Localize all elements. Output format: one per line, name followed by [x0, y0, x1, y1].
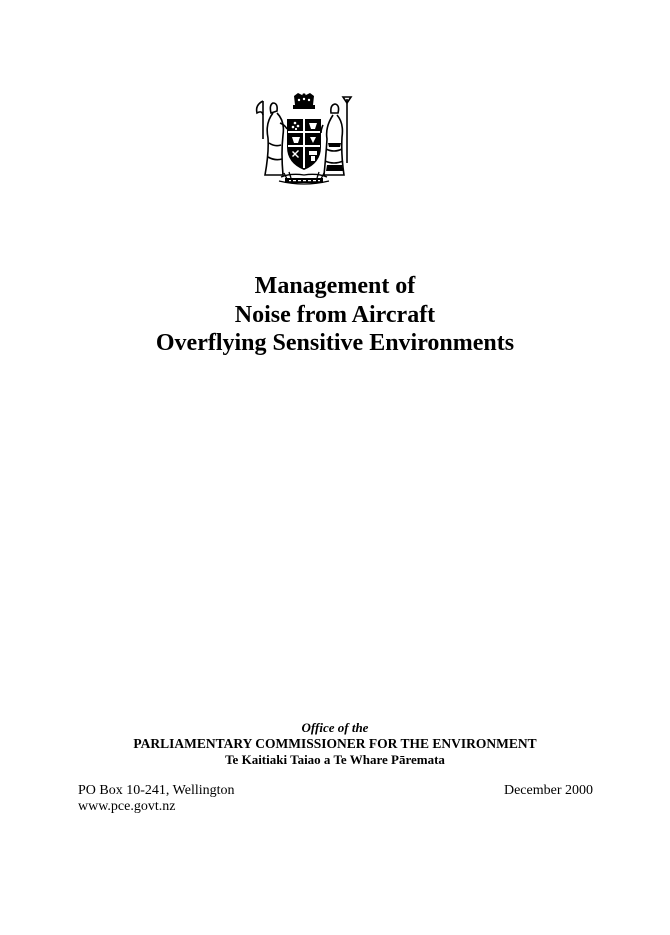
coat-of-arms-icon	[251, 93, 357, 188]
postal-address-block	[78, 783, 235, 815]
postal-address: PO Box 10-241, Wellington	[78, 783, 235, 798]
office-maori-name: Te Kaitiaki Taiao a Te Whare Pāremata	[225, 752, 445, 767]
office-name: PARLIAMENTARY COMMISSIONER FOR THE ENVIRONMENT	[133, 736, 537, 751]
title-line-2: Noise from Aircraft	[234, 301, 436, 328]
document-title	[0, 272, 670, 358]
publication-date: December 2000	[503, 783, 593, 798]
title-line-3: Overflying Sensitive Environments	[155, 330, 515, 356]
title-line-1: Management of	[254, 273, 416, 299]
website-link[interactable]: www.pce.govt.nz	[78, 799, 176, 814]
office-prefix: Office of the	[301, 720, 369, 735]
office-block	[0, 720, 670, 767]
